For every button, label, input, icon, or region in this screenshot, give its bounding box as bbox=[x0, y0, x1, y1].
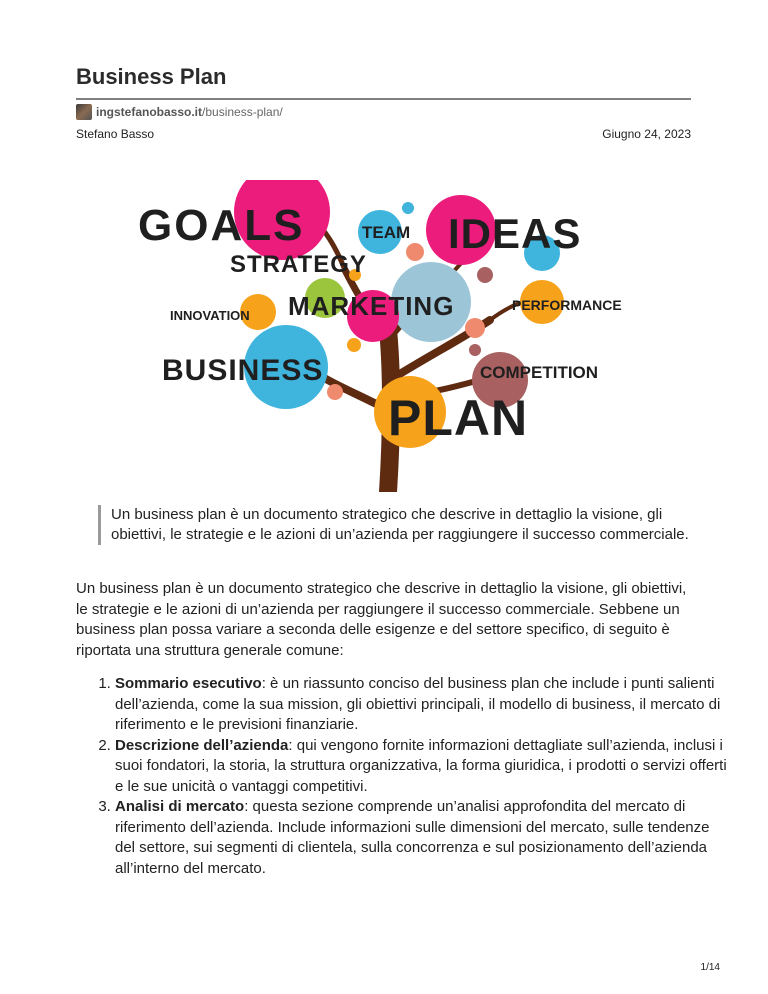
list-item-term: Analisi di mercato bbox=[115, 798, 245, 815]
list-item-text: : è un riassunto conciso del business plan che include i punti salienti dell’azienda, come la sua mission, gli obiettivi principali, il modello di business, il mercato di riferimento e le previsioni finanziarie. bbox=[115, 675, 721, 733]
publish-date: Giugno 24, 2023 bbox=[602, 127, 691, 141]
hero-image bbox=[130, 180, 640, 492]
list-item bbox=[115, 797, 730, 879]
orange-dot bbox=[347, 338, 361, 352]
source-link[interactable] bbox=[76, 103, 283, 121]
word-innovation: INNOVATION bbox=[170, 308, 250, 323]
list-item bbox=[115, 736, 730, 798]
page-number: 1/14 bbox=[700, 962, 720, 973]
list-item-text: : questa sezione comprende un’analisi approfondita del mercato di riferimento dell’azienda. Include informazioni sulle dimensioni del mercato, sulle tendenze del settore, sui segmenti di clientela, sulla concorrenza e sul posizionamento dell’azienda all’interno del mercato. bbox=[115, 798, 710, 877]
word-plan: PLAN bbox=[388, 390, 529, 446]
mauve-dot bbox=[469, 344, 481, 356]
salmon-dot bbox=[327, 384, 343, 400]
word-competition: COMPETITION bbox=[480, 363, 599, 382]
intro-blockquote: Un business plan è un documento strategico che descrive in dettaglio la visione, gli obiettivi, le strategie e le azioni di un’azienda per raggiungere il successo commerciale. bbox=[98, 505, 691, 545]
page-title: Business Plan bbox=[76, 64, 227, 89]
business-plan-tree-illustration bbox=[130, 180, 640, 492]
list-item-text: : qui vengono fornite informazioni dettagliate sull’azienda, inclusi i suoi fondatori, la storia, la struttura organizzativa, la forma giuridica, i prodotti o servizi offerti e le sue unicità o vantaggi competitivi. bbox=[115, 736, 727, 795]
word-business: BUSINESS bbox=[162, 354, 324, 387]
salmon-dot bbox=[406, 243, 424, 261]
word-marketing: MARKETING bbox=[288, 291, 455, 321]
author: Stefano Basso bbox=[76, 127, 155, 141]
salmon-dot bbox=[465, 318, 485, 338]
site-favicon-icon bbox=[76, 104, 92, 120]
source-path[interactable]: /business-plan/ bbox=[202, 105, 283, 119]
list-item-term: Descrizione dell’azienda bbox=[115, 736, 289, 754]
word-performance: PERFORMANCE bbox=[512, 297, 622, 313]
article-meta bbox=[76, 127, 691, 141]
word-goals: GOALS bbox=[138, 201, 305, 250]
word-team: TEAM bbox=[362, 223, 411, 242]
list-item bbox=[115, 674, 730, 736]
blue-dot bbox=[402, 202, 414, 214]
structure-list bbox=[76, 674, 730, 879]
body-paragraph: Un business plan è un documento strategico che descrive in dettaglio la visione, gli obiettivi, le strategie e le azioni di un’azienda per raggiungere il successo commerciale. Sebbene un business plan possa variare a seconda delle esigenze e del settore specifico, di seguito è riportata una struttura generale comune: bbox=[76, 580, 687, 659]
title-divider bbox=[76, 98, 691, 100]
source-domain[interactable]: ingstefanobasso.it bbox=[96, 105, 203, 119]
mauve-dot bbox=[477, 267, 493, 283]
word-ideas: IDEAS bbox=[448, 210, 582, 257]
word-strategy: STRATEGY bbox=[230, 251, 367, 278]
list-item-term: Sommario esecutivo bbox=[115, 675, 262, 692]
